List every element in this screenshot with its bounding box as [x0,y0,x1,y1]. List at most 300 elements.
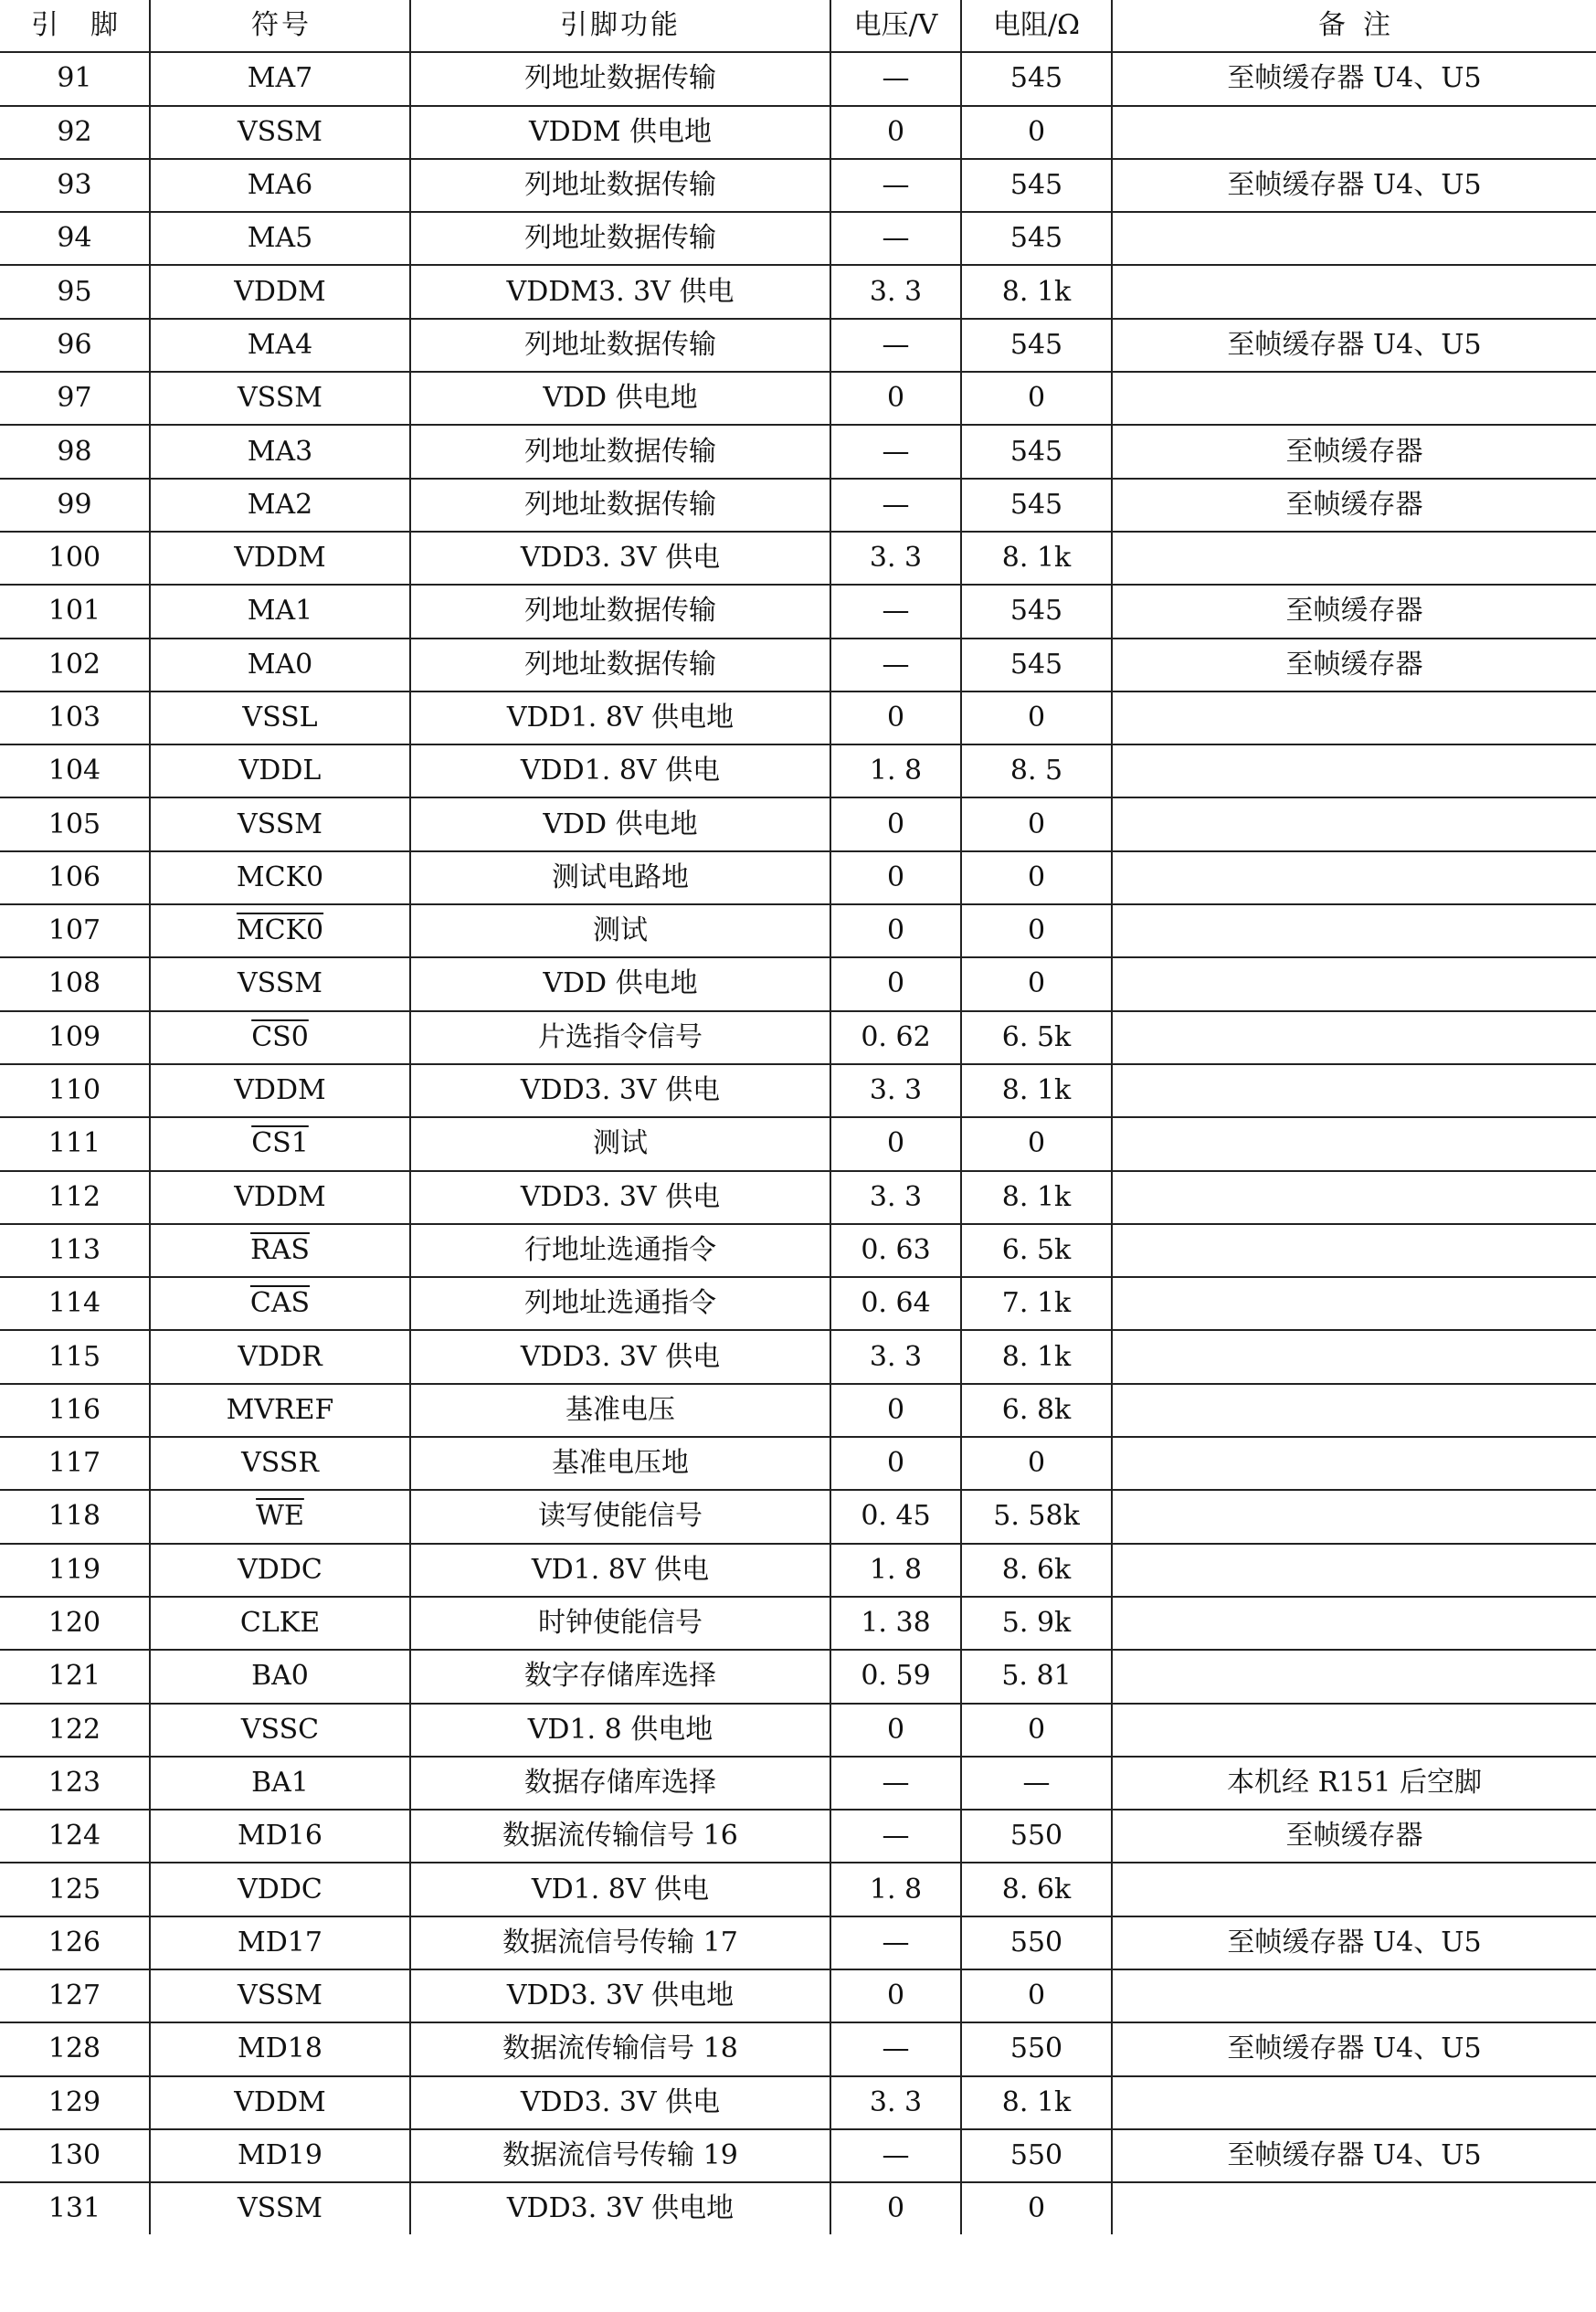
symbol-cell [150,957,410,1010]
resistance-cell [961,1437,1112,1490]
table-row [0,1117,1596,1170]
function-cell-text: 数字存储库选择 [524,1660,716,1693]
resistance-cell [961,585,1112,638]
note-cell [1112,904,1596,957]
symbol-cell [150,1810,410,1863]
symbol-cell-text: CS0 [251,1020,309,1053]
function-cell [410,52,830,105]
voltage-cell [830,1277,961,1330]
symbol-cell [150,691,410,744]
symbol-cell-text: MA7 [247,62,313,95]
function-cell [410,904,830,957]
resistance-cell-text: 8. 1k [1001,1340,1072,1373]
function-cell [410,1757,830,1810]
symbol-cell-text: MD18 [238,2032,322,2065]
voltage-cell [830,1650,961,1703]
voltage-cell [830,1704,961,1757]
voltage-cell [830,585,961,638]
function-cell [410,1064,830,1117]
table-row [0,1171,1596,1224]
pin-cell [0,532,150,585]
symbol-cell-text: VSSC [240,1713,320,1746]
table-row [0,1863,1596,1916]
voltage-cell-text: — [882,169,910,202]
symbol-cell-text: MCK0 [236,860,324,893]
function-cell [410,1490,830,1543]
voltage-cell-text: — [882,1766,910,1799]
voltage-cell-text: 1. 8 [869,1873,923,1906]
function-cell-text: 列地址选通指令 [524,1287,716,1320]
pin-cell [0,2022,150,2075]
voltage-cell-text: 0 [886,1447,905,1480]
table-row [0,1490,1596,1543]
voltage-cell [830,904,961,957]
symbol-cell-text: VDDM [234,542,326,575]
header-voltage-label: 电压/V [853,9,938,42]
voltage-cell [830,1011,961,1064]
symbol-cell [150,532,410,585]
resistance-cell-text: 550 [1009,1926,1063,1958]
symbol-cell-text: VSSM [238,808,322,840]
function-cell [410,159,830,212]
resistance-cell [961,1757,1112,1810]
table-row [0,532,1596,585]
resistance-cell-text: 545 [1009,595,1063,628]
note-cell [1112,1171,1596,1224]
voltage-cell [830,1544,961,1597]
resistance-cell-text: 6. 5k [1001,1020,1072,1053]
note-cell [1112,2129,1596,2182]
pin-cell [0,1597,150,1650]
function-cell-text: VDD3. 3V 供电地 [506,1979,735,2012]
resistance-cell-text: — [1022,1766,1051,1799]
resistance-cell-text: 545 [1009,169,1063,202]
function-cell [410,1011,830,1064]
function-cell-text: VD1. 8 供电地 [527,1713,713,1746]
symbol-cell-text: BA0 [251,1660,309,1693]
pin-cell-text: 112 [48,1180,101,1213]
note-cell [1112,797,1596,850]
function-cell-text: VDD 供电地 [543,808,698,840]
voltage-cell-text: 0 [886,1713,905,1746]
symbol-cell [150,851,410,904]
voltage-cell [830,106,961,159]
pin-cell-text: 128 [48,2032,101,2065]
resistance-cell [961,159,1112,212]
resistance-cell-text: 6. 8k [1001,1393,1072,1426]
symbol-cell [150,159,410,212]
symbol-cell [150,425,410,478]
function-cell-text: VDD3. 3V 供电 [520,542,721,575]
pin-cell-text: 98 [57,435,92,468]
table-row [0,425,1596,478]
table-row [0,2182,1596,2234]
pin-cell-text: 104 [48,755,101,787]
voltage-cell-text: — [882,222,910,255]
pin-cell [0,159,150,212]
symbol-cell-text: MA2 [247,488,313,521]
voltage-cell-text: 3. 3 [869,2085,923,2118]
voltage-cell [830,957,961,1010]
note-cell [1112,1544,1596,1597]
resistance-cell [961,532,1112,585]
resistance-cell [961,1969,1112,2022]
header-function [410,0,830,52]
table-row [0,265,1596,318]
table-row [0,1011,1596,1064]
pin-cell [0,1277,150,1330]
pin-cell [0,1330,150,1383]
symbol-cell [150,904,410,957]
resistance-cell-text: 545 [1009,488,1063,521]
resistance-cell [961,1171,1112,1224]
symbol-cell [150,744,410,797]
function-cell [410,1916,830,1969]
resistance-cell [961,372,1112,425]
header-symbol-char-1: 符 [251,9,279,42]
function-cell-text: 基准电压地 [552,1447,689,1480]
function-cell-text: VDD3. 3V 供电 [520,2085,721,2118]
voltage-cell-text: — [882,595,910,628]
pin-cell [0,1064,150,1117]
symbol-cell [150,1224,410,1277]
symbol-cell-text: VSSM [238,967,322,1000]
voltage-cell-text: 0. 64 [861,1287,931,1320]
pin-cell [0,1171,150,1224]
header-voltage [830,0,961,52]
resistance-cell-text: 545 [1009,62,1063,95]
symbol-cell-text: MA4 [247,328,313,361]
pin-cell-text: 113 [48,1233,101,1266]
voltage-cell-text: 0 [886,115,905,148]
note-cell-text: 至帧缓存器 U4、U5 [1227,62,1482,95]
pin-cell-text: 99 [57,488,92,521]
function-cell [410,851,830,904]
resistance-cell-text: 8. 6k [1001,1553,1072,1586]
symbol-cell [150,1117,410,1170]
pin-cell [0,1224,150,1277]
table-row [0,1437,1596,1490]
function-cell-text: VDD3. 3V 供电 [520,1074,721,1107]
resistance-cell [961,639,1112,691]
voltage-cell [830,1437,961,1490]
function-cell-text: 列地址数据传输 [524,595,716,628]
pin-cell [0,1650,150,1703]
table-row [0,1650,1596,1703]
table-row [0,585,1596,638]
voltage-cell [830,372,961,425]
symbol-cell-text: VDDL [238,755,322,787]
voltage-cell-text: 0. 59 [861,1660,931,1693]
symbol-cell [150,1757,410,1810]
function-cell [410,1544,830,1597]
resistance-cell [961,2129,1112,2182]
function-cell-text: 列地址数据传输 [524,435,716,468]
function-cell [410,1597,830,1650]
voltage-cell-text: — [882,488,910,521]
resistance-cell [961,1330,1112,1383]
table-row [0,1330,1596,1383]
pin-cell-text: 114 [48,1287,101,1320]
header-symbol [150,0,410,52]
function-cell-text: 数据存储库选择 [524,1766,716,1799]
note-cell [1112,2022,1596,2075]
pin-cell-text: 122 [48,1713,101,1746]
symbol-cell-text: MA1 [247,595,313,628]
pin-cell-text: 115 [48,1340,101,1373]
pin-cell [0,212,150,265]
note-cell-text: 至帧缓存器 [1285,488,1423,521]
function-cell [410,1171,830,1224]
pin-cell [0,1011,150,1064]
voltage-cell [830,691,961,744]
pin-cell [0,1863,150,1916]
resistance-cell [961,1277,1112,1330]
pin-cell-text: 93 [57,169,92,202]
voltage-cell [830,319,961,372]
resistance-cell [961,52,1112,105]
resistance-cell [961,479,1112,532]
resistance-cell [961,1916,1112,1969]
function-cell-text: 列地址数据传输 [524,488,716,521]
note-cell [1112,372,1596,425]
function-cell [410,212,830,265]
note-cell [1112,639,1596,691]
resistance-cell-text: 8. 1k [1001,542,1072,575]
function-cell-text: 时钟使能信号 [538,1607,703,1640]
symbol-cell [150,372,410,425]
resistance-cell-text: 8. 1k [1001,2085,1072,2118]
resistance-cell [961,2182,1112,2234]
note-cell [1112,1277,1596,1330]
table-row [0,744,1596,797]
note-cell [1112,106,1596,159]
function-cell-text: 列地址数据传输 [524,328,716,361]
pin-cell [0,585,150,638]
table-row [0,479,1596,532]
symbol-cell-text: MCK0 [236,914,324,947]
function-cell [410,1969,830,2022]
symbol-cell [150,585,410,638]
resistance-cell [961,265,1112,318]
resistance-cell [961,1224,1112,1277]
pin-cell [0,744,150,797]
note-cell [1112,585,1596,638]
voltage-cell-text: 3. 3 [869,275,923,308]
symbol-cell-text: BA1 [251,1766,309,1799]
function-cell [410,585,830,638]
note-cell [1112,532,1596,585]
note-cell-text: 至帧缓存器 [1285,595,1423,628]
voltage-cell-text: 3. 3 [869,1340,923,1373]
resistance-cell-text: 6. 5k [1001,1233,1072,1266]
pin-cell [0,1544,150,1597]
voltage-cell [830,1330,961,1383]
symbol-cell [150,479,410,532]
function-cell [410,425,830,478]
symbol-cell [150,1916,410,1969]
function-cell [410,1330,830,1383]
resistance-cell-text: 550 [1009,2139,1063,2172]
resistance-cell [961,1704,1112,1757]
pin-cell-text: 129 [48,2085,101,2118]
pin-cell [0,2182,150,2234]
voltage-cell-text: — [882,648,910,681]
note-cell [1112,1117,1596,1170]
header-resistance [961,0,1112,52]
note-cell [1112,212,1596,265]
resistance-cell-text: 8. 1k [1001,1074,1072,1107]
function-cell [410,744,830,797]
resistance-cell [961,106,1112,159]
voltage-cell-text: — [882,1820,910,1853]
table-body [0,52,1596,2234]
pin-cell [0,106,150,159]
table-header [0,0,1596,52]
symbol-cell [150,639,410,691]
symbol-cell-text: MA3 [247,435,313,468]
resistance-cell-text: 0 [1027,914,1046,947]
resistance-cell-text: 8. 1k [1001,275,1072,308]
table-row [0,106,1596,159]
pin-cell [0,425,150,478]
resistance-cell-text: 545 [1009,648,1063,681]
pin-cell-text: 120 [48,1607,101,1640]
symbol-cell-text: MD16 [238,1820,322,1853]
pin-cell-text: 96 [57,328,92,361]
note-cell-text: 至帧缓存器 U4、U5 [1227,328,1482,361]
voltage-cell-text: 0 [886,808,905,840]
resistance-cell-text: 7. 1k [1001,1287,1072,1320]
resistance-cell [961,957,1112,1010]
voltage-cell [830,479,961,532]
voltage-cell [830,1171,961,1224]
pin-cell-text: 94 [57,222,92,255]
voltage-cell-text: — [882,328,910,361]
symbol-cell [150,1277,410,1330]
pin-cell [0,52,150,105]
voltage-cell [830,159,961,212]
symbol-cell-text: VSSM [238,115,322,148]
pin-cell [0,957,150,1010]
note-cell-text: 至帧缓存器 U4、U5 [1227,169,1482,202]
note-cell-text: 至帧缓存器 U4、U5 [1227,2032,1482,2065]
resistance-cell-text: 5. 81 [1001,1660,1072,1693]
resistance-cell-text: 0 [1027,2192,1046,2225]
pin-cell-text: 97 [57,382,92,415]
symbol-cell-text: VDDC [238,1873,322,1906]
symbol-cell [150,1544,410,1597]
resistance-cell-text: 545 [1009,222,1063,255]
symbol-cell-text: MD17 [238,1926,322,1958]
symbol-cell-text: VDDM [234,275,326,308]
header-pin [0,0,150,52]
resistance-cell [961,2022,1112,2075]
symbol-cell-text: VDDM [234,1180,326,1213]
note-cell [1112,265,1596,318]
resistance-cell-text: 0 [1027,1713,1046,1746]
header-row [0,0,1596,52]
pin-cell [0,1916,150,1969]
resistance-cell [961,1064,1112,1117]
voltage-cell [830,1117,961,1170]
pin-cell-text: 102 [48,648,101,681]
function-cell-text: 读写使能信号 [538,1500,703,1533]
voltage-cell [830,1490,961,1543]
pin-cell-text: 116 [48,1393,101,1426]
note-cell [1112,1330,1596,1383]
voltage-cell [830,1384,961,1437]
function-cell [410,106,830,159]
symbol-cell [150,265,410,318]
pin-cell [0,1704,150,1757]
voltage-cell-text: 0 [886,860,905,893]
symbol-cell-text: VSSM [238,382,322,415]
header-pin-char-2: 脚 [90,9,118,42]
header-note [1112,0,1596,52]
resistance-cell-text: 0 [1027,1447,1046,1480]
voltage-cell-text: 3. 3 [869,1180,923,1213]
function-cell-text: 数据流信号传输 17 [502,1926,738,1958]
pin-cell-text: 126 [48,1926,101,1958]
function-cell [410,2022,830,2075]
function-cell [410,957,830,1010]
function-cell [410,265,830,318]
symbol-cell-text: VSSM [238,1979,322,2012]
symbol-cell [150,106,410,159]
symbol-cell-text: VDDM [234,1074,326,1107]
symbol-cell [150,1064,410,1117]
voltage-cell-text: 0 [886,1979,905,2012]
pin-cell-text: 107 [48,914,101,947]
symbol-cell-text: $\overline{WE}$ [256,1500,304,1533]
function-cell-text: 数据流信号传输 19 [502,2139,738,2172]
pin-cell [0,904,150,957]
function-cell [410,797,830,850]
table-row [0,691,1596,744]
voltage-cell [830,212,961,265]
function-cell-text: 列地址数据传输 [524,222,716,255]
pin-cell-text: 119 [48,1553,101,1586]
symbol-cell-text: MVREF [226,1393,334,1426]
resistance-cell-text: 0 [1027,808,1046,840]
table-row [0,1757,1596,1810]
voltage-cell-text: 0 [886,914,905,947]
note-cell-text: 至帧缓存器 [1285,648,1423,681]
pin-cell [0,372,150,425]
table-row [0,2022,1596,2075]
pin-cell-text: 109 [48,1020,101,1053]
function-cell [410,532,830,585]
symbol-cell [150,2129,410,2182]
table-row [0,1969,1596,2022]
voltage-cell [830,797,961,850]
note-cell [1112,1916,1596,1969]
function-cell [410,372,830,425]
header-note-char-2: 注 [1363,9,1390,42]
voltage-cell [830,532,961,585]
voltage-cell-text: — [882,1926,910,1958]
pin-cell-text: 100 [48,542,101,575]
function-cell-text: 行地址选通指令 [524,1233,716,1266]
symbol-cell [150,52,410,105]
header-function-label: 引脚功能 [560,9,681,42]
resistance-cell [961,1490,1112,1543]
pin-cell-text: 108 [48,967,101,1000]
note-cell-text: 至帧缓存器 U4、U5 [1227,1926,1482,1958]
resistance-cell [961,904,1112,957]
resistance-cell-text: 550 [1009,1820,1063,1853]
